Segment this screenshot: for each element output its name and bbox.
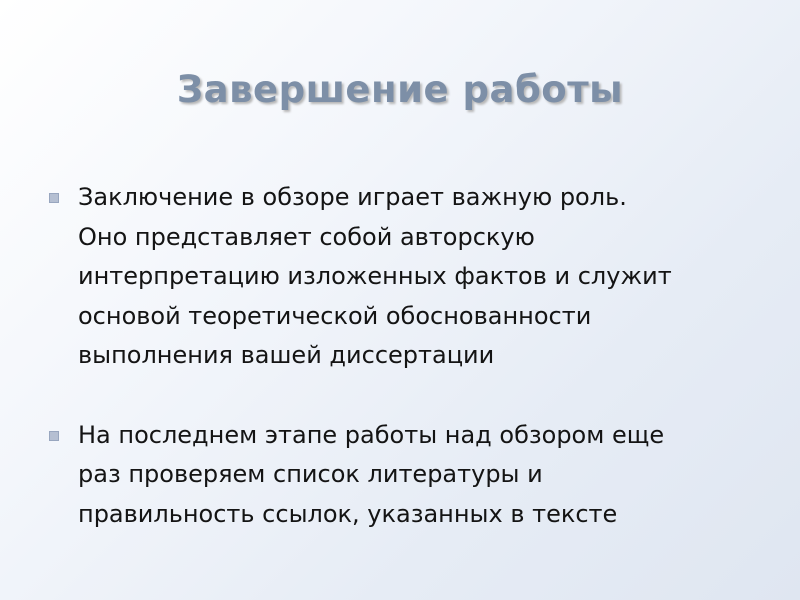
bullet-line: Оно представляет собой авторскую [78,222,535,251]
bullet-item [44,416,764,535]
square-bullet-icon [49,431,59,441]
bullet-line: выполнения вашей диссертации [78,341,495,369]
slide-title: Завершение работы [176,68,624,111]
bullet-line: правильность ссылок, указанных в тексте [78,499,618,528]
bullet-line: интерпретацию изложенных фактов и служит [78,262,672,290]
bullet-line: раз проверяем список литературы и [78,460,543,488]
square-bullet-icon [49,193,59,203]
bullet-line: На последнем этапе работы над обзором еще [78,420,665,449]
bullet-line: Заключение в обзоре играет важную роль. [78,183,627,211]
bullet-list [44,178,764,534]
bullet-item [44,178,764,376]
bullet-line: основой теоретической обоснованности [78,301,592,330]
